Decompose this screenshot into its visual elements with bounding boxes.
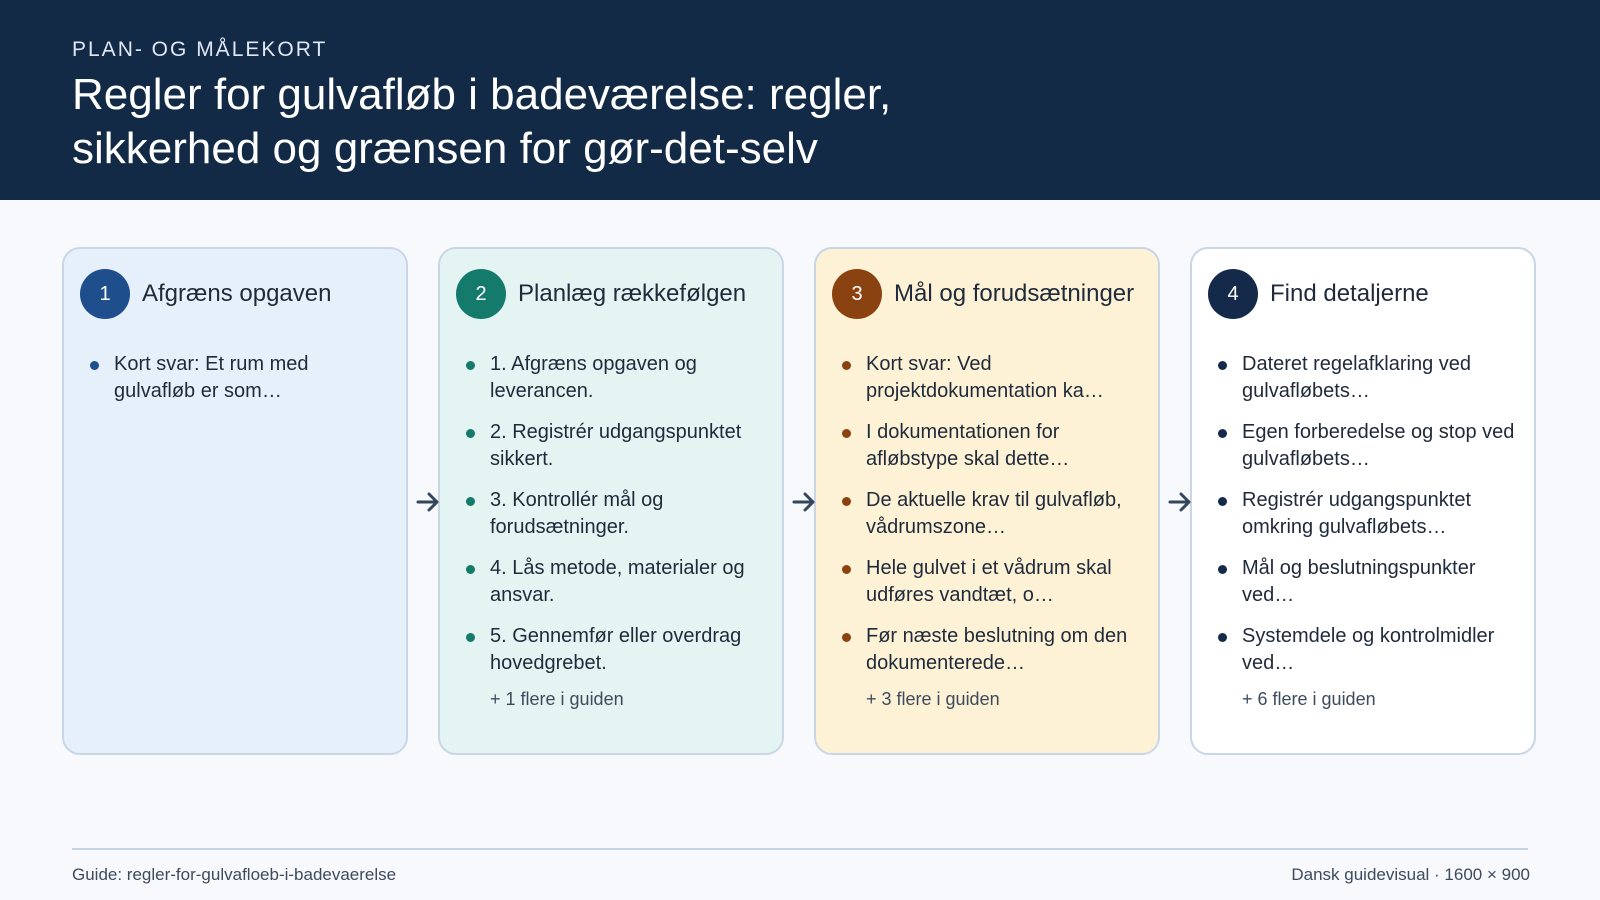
step-list-item <box>842 623 1144 677</box>
step-item-text: Hele gulvet i et vådrum skal udføres vandtæt, o… <box>866 557 1112 606</box>
step-card-4 <box>1190 247 1536 755</box>
step-list-item <box>1218 351 1520 405</box>
step-item-text: Før næste beslutning om den dokumenterede… <box>866 625 1128 674</box>
step-list-item <box>1218 487 1520 541</box>
step-list-item <box>466 351 768 405</box>
bullet-dot-icon <box>1218 565 1227 574</box>
step-list-item <box>466 487 768 541</box>
step-item-text: Dateret regelafklaring ved gulvafløbets… <box>1242 353 1472 402</box>
footer-divider <box>72 848 1528 850</box>
step-list-item <box>1218 623 1520 677</box>
step-list-item <box>842 555 1144 609</box>
step-number-badge: 3 <box>832 269 882 319</box>
step-item-text: I dokumentationen for afløbstype skal dette… <box>866 421 1070 470</box>
arrow-right-icon <box>415 489 441 515</box>
step-item-text: 2. Registrér udgangspunktet sikkert. <box>490 421 742 470</box>
bullet-dot-icon <box>842 633 851 642</box>
step-number-badge: 4 <box>1208 269 1258 319</box>
step-card-header <box>456 269 746 319</box>
page-title-line-2: sikkerhed og grænsen for gør-det-selv <box>72 124 818 173</box>
step-item-text: 5. Gennemfør eller overdrag hovedgrebet. <box>490 625 742 674</box>
bullet-dot-icon <box>1218 633 1227 642</box>
header-banner <box>0 0 1600 200</box>
step-item-text: Mål og beslutningspunkter ved… <box>1242 557 1476 606</box>
step-item-text: Registrér udgangspunktet omkring gulvafløbets… <box>1242 489 1472 538</box>
footer-guide-slug: Guide: regler-for-gulvafloeb-i-badevaerelse <box>72 865 397 884</box>
bullet-dot-icon <box>466 565 475 574</box>
step-number-badge: 1 <box>80 269 130 319</box>
bullet-dot-icon <box>466 429 475 438</box>
step-item-text: 4. Lås metode, materialer og ansvar. <box>490 557 745 606</box>
step-card-header <box>1208 269 1429 319</box>
bullet-dot-icon <box>1218 429 1227 438</box>
step-list-item <box>842 351 1144 405</box>
bullet-dot-icon <box>842 361 851 370</box>
step-item-text: Systemdele og kontrolmidler ved… <box>1242 625 1495 674</box>
step-item-list <box>842 351 1144 691</box>
page-title-line-1: Regler for gulvafløb i badeværelse: regler, <box>72 70 892 119</box>
step-title: Find detaljerne <box>1270 280 1429 307</box>
step-item-list <box>1218 351 1520 691</box>
footer-credit: Dansk guidevisual · 1600 × 900 <box>1291 865 1530 884</box>
step-item-text: 1. Afgræns opgaven og leverancen. <box>490 353 697 402</box>
step-item-text: Egen forberedelse og stop ved gulvafløbets… <box>1242 421 1515 470</box>
step-card-3 <box>814 247 1160 755</box>
bullet-dot-icon <box>1218 497 1227 506</box>
bullet-dot-icon <box>466 361 475 370</box>
step-title: Afgræns opgaven <box>142 280 332 307</box>
bullet-dot-icon <box>842 429 851 438</box>
bullet-dot-icon <box>466 633 475 642</box>
step-list-item <box>466 623 768 677</box>
step-list-item <box>90 351 392 405</box>
page-title <box>72 68 1172 176</box>
step-list-item <box>1218 419 1520 473</box>
arrow-right-icon <box>1167 489 1193 515</box>
step-card-1 <box>62 247 408 755</box>
step-list-item <box>466 419 768 473</box>
step-item-text: Kort svar: Ved projektdokumentation ka… <box>866 353 1104 402</box>
step-card-header <box>832 269 1134 319</box>
bullet-dot-icon <box>90 361 99 370</box>
step-list-item <box>1218 555 1520 609</box>
step-item-text: 3. Kontrollér mål og forudsætninger. <box>490 489 664 538</box>
step-card-2 <box>438 247 784 755</box>
bullet-dot-icon <box>1218 361 1227 370</box>
more-in-guide-link[interactable]: + 3 flere i guiden <box>866 689 1000 709</box>
eyebrow-label: PLAN- OG MÅLEKORT <box>72 38 328 61</box>
step-list-item <box>842 487 1144 541</box>
step-title: Mål og forudsætninger <box>894 280 1135 307</box>
bullet-dot-icon <box>466 497 475 506</box>
more-in-guide-link[interactable]: + 1 flere i guiden <box>490 689 624 709</box>
more-in-guide-link[interactable]: + 6 flere i guiden <box>1242 689 1376 709</box>
step-title: Planlæg rækkefølgen <box>518 280 747 307</box>
step-list-item <box>466 555 768 609</box>
step-item-text: Kort svar: Et rum med gulvafløb er som… <box>114 353 309 402</box>
step-list-item <box>842 419 1144 473</box>
step-number-badge: 2 <box>456 269 506 319</box>
step-card-header <box>80 269 331 319</box>
step-item-list <box>90 351 392 419</box>
bullet-dot-icon <box>842 497 851 506</box>
arrow-right-icon <box>791 489 817 515</box>
step-item-list <box>466 351 768 691</box>
bullet-dot-icon <box>842 565 851 574</box>
step-item-text: De aktuelle krav til gulvafløb, vådrumszone… <box>866 489 1122 538</box>
